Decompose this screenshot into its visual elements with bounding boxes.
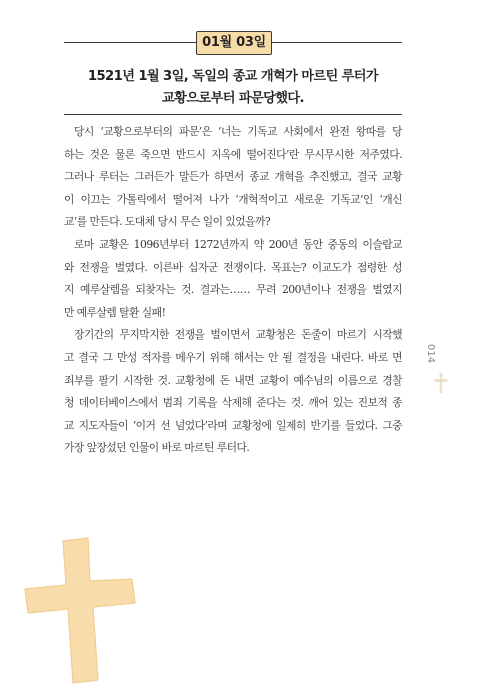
small-cross-icon [433, 372, 449, 394]
body-line: 당시 ‘교황으로부터의 파문’은 ‘너는 기독교 사회에서 완전 왕따를 당 [74, 125, 402, 138]
body-line: 청 데이터베이스에서 범죄 기록을 삭제해 준다는 것. 깨어 있는 진보적 종 [64, 396, 402, 410]
body-line: 교 지도자들이 ‘이거 선 넘었다’라며 교황청에 일제히 반기를 들었다. 그중 [64, 418, 402, 432]
body-text [64, 121, 402, 460]
title-line: 교황으로부터 파문당했다. [162, 91, 304, 106]
title-line: 1521년 1월 3일, 독일의 종교 개혁가 마르틴 루터가 [87, 69, 379, 84]
page-number: 014 [425, 344, 436, 364]
big-cross-icon [20, 535, 140, 685]
body-line: 죄부를 팔기 시작한 것. 교황청에 돈 내면 교황이 예수님의 이름으로 경찰 [64, 373, 402, 387]
body-line: 고 결국 그 만성 적자를 메우기 위해 해서는 안 될 결정을 내린다. 바로 면 [64, 350, 402, 364]
body-line: 로마 교황은 1096년부터 1272년까지 약 200년 동안 중동의 이슬람교 [74, 237, 402, 251]
body-line: 지 예루살렘을 되찾자는 것. 결과는…… 무려 200년이나 전쟁을 벌였지 [64, 283, 402, 297]
date-badge: 01월 03일 [196, 31, 272, 55]
body-line: 그러나 루터는 그러든가 말든가 하면서 종교 개혁을 추진했고, 결국 교황 [64, 170, 402, 184]
body-line: 만 예루살렘 탈환 실패! [64, 305, 166, 319]
body-line: 교’를 만든다. 도대체 당시 무슨 일이 있었을까? [64, 215, 271, 229]
body-line: 하는 것은 물론 죽으면 반드시 지옥에 떨어진다’란 무시무시한 저주였다. [64, 147, 402, 161]
body-line: 가장 앞장섰던 인물이 바로 마르틴 루터다. [64, 441, 250, 455]
body-line: 장기간의 무지막지한 전쟁을 벌이면서 교황청은 돈줄이 마르기 시작했 [74, 328, 402, 342]
body-line: 이 이끄는 가톨릭에서 떨어져 나가 ‘개혁적이고 새로운 기독교’인 ‘개신 [64, 192, 402, 206]
body-line: 와 전쟁을 벌였다. 이른바 십자군 전쟁이다. 목표는? 이교도가 점령한 성 [64, 260, 402, 274]
entry-title [64, 66, 402, 110]
title-rule [64, 114, 402, 115]
